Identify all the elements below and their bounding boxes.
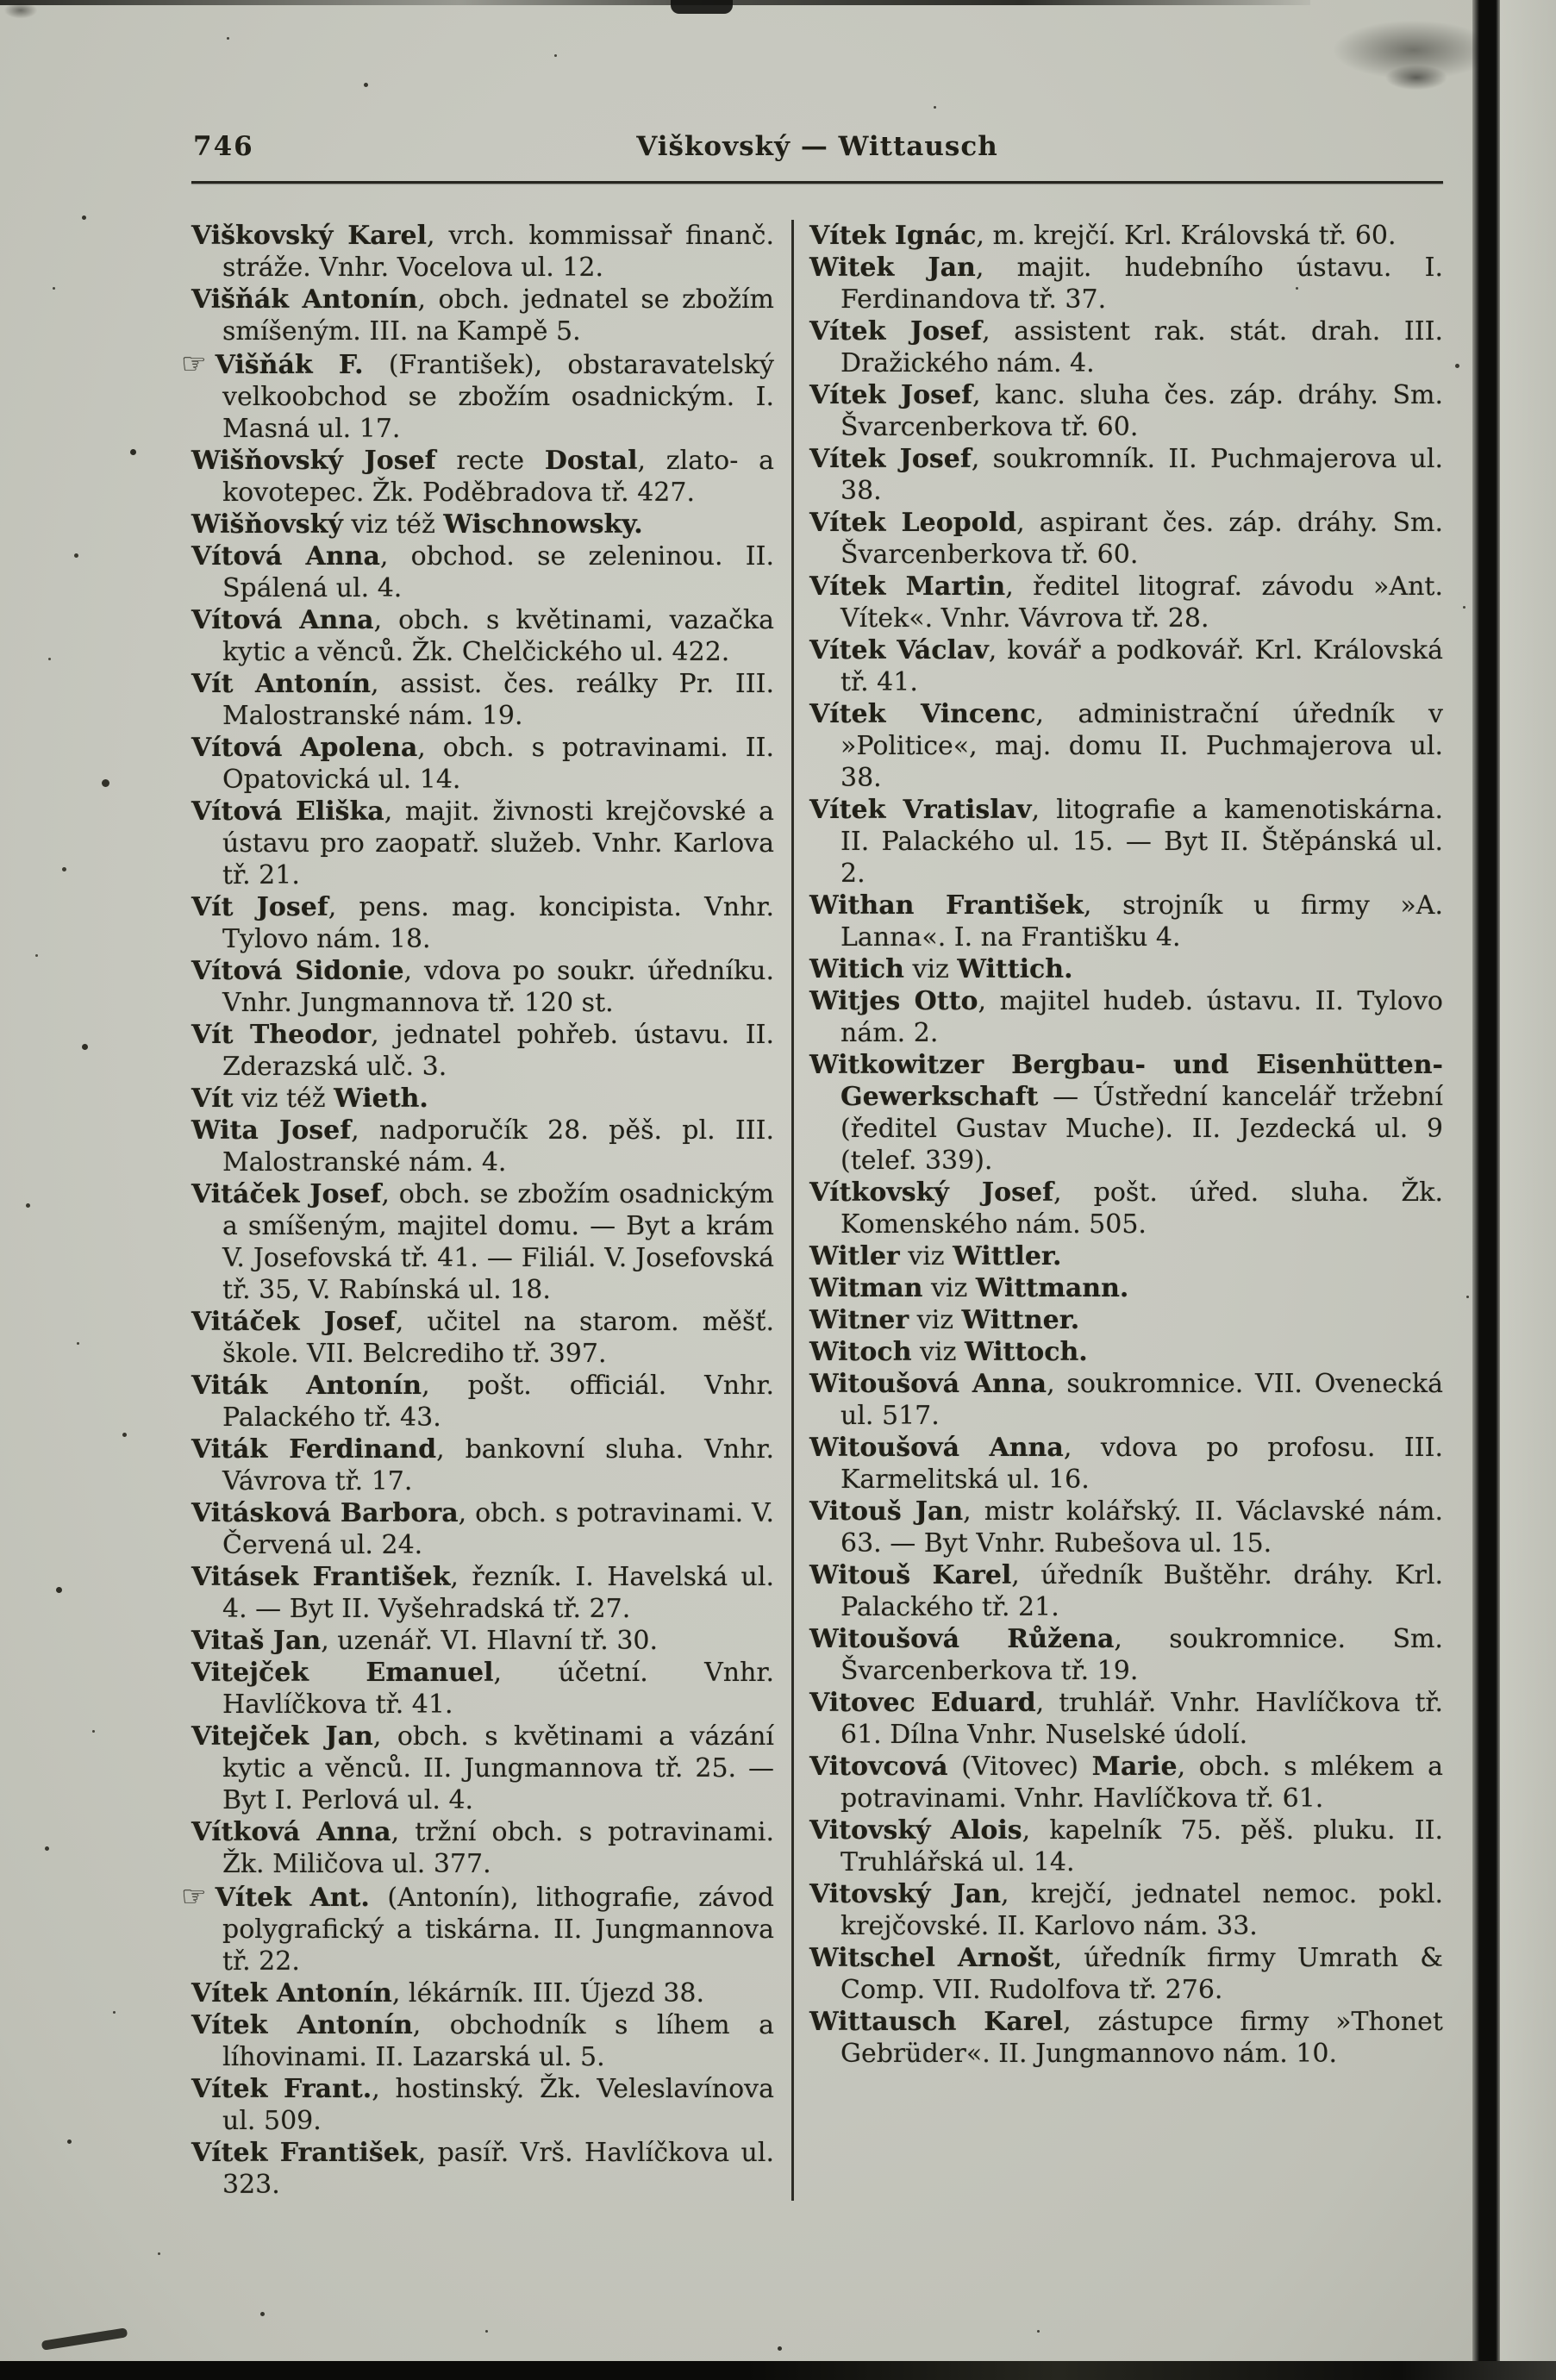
entry-text: viz — [899, 1241, 953, 1271]
entry-name: Witouš Karel — [809, 1560, 1012, 1590]
entry-name: Vít Josef — [191, 892, 328, 922]
entry-text: , tržní obch. s potravinami. Žk. Miličova ul. 377. — [222, 1817, 775, 1879]
entry-text: , obch. jednatel se zbožím smíšeným. III. na Kampě 5. — [222, 284, 774, 347]
directory-entry — [191, 1816, 774, 1880]
entry-text: , obch. s potravinami. V. Červená ul. 24. — [222, 1498, 774, 1560]
directory-entry — [809, 890, 1443, 953]
directory-entry — [809, 794, 1443, 890]
directory-entry — [191, 540, 774, 604]
directory-entry — [809, 1496, 1443, 1559]
directory-entry — [191, 1625, 774, 1657]
entry-name: Wittoch. — [964, 1337, 1088, 1367]
scan-edge-bottom — [0, 2361, 1556, 2380]
directory-entry — [809, 1272, 1443, 1304]
entry-text: , administrační úředník v »Politice«, maj. domu II. Puchmajerova ul. 38. — [840, 699, 1443, 793]
directory-entry — [191, 1977, 774, 2009]
entry-text: , pošt. officiál. Vnhr. Palackého tř. 43. — [222, 1371, 775, 1433]
entry-name: Vítová Anna — [191, 541, 380, 572]
directory-entry — [191, 1083, 774, 1115]
entry-text: , assist. čes. reálky Pr. III. Malostranské nám. 19. — [222, 669, 774, 731]
header-rule — [191, 181, 1443, 184]
entry-text: , krejčí, jednatel nemoc. pokl. krejčovské. II. Karlovo nám. 33. — [840, 1879, 1443, 1941]
directory-entry — [809, 698, 1443, 794]
entry-text: (František), obstaravatelský velkoobchod se zbožím osadnickým. I. Masná ul. 17. — [222, 350, 774, 444]
directory-entry — [191, 284, 774, 347]
directory-entry — [809, 1432, 1443, 1496]
entry-text: , kapelník 75. pěš. pluku. II. Truhlářská ul. 14. — [840, 1815, 1444, 1877]
entry-text: , majit. živnosti krejčovské a ústavu pro zaopatř. služeb. Vnhr. Karlova tř. 21. — [222, 796, 774, 890]
manicule-icon: ☞ — [181, 1879, 207, 1913]
directory-entry — [809, 1559, 1443, 1623]
entry-text: , assistent rak. stát. drah. III. Dražického nám. 4. — [840, 316, 1443, 378]
entry-name: Vitaš Jan — [191, 1626, 322, 1656]
entry-name: Witler — [809, 1241, 900, 1271]
directory-entry — [809, 985, 1443, 1049]
directory-entry — [191, 1434, 774, 1497]
entry-name: Vitovcová — [809, 1752, 948, 1782]
directory-columns — [181, 220, 1444, 2201]
directory-entry — [809, 1751, 1443, 1815]
entry-name: Wišňovský — [191, 509, 343, 540]
scan-smudge-top-left — [0, 0, 103, 52]
entry-name: Witich — [809, 954, 904, 984]
entry-name: Wittausch Karel — [809, 2007, 1064, 2037]
entry-name: Vitejček Jan — [191, 1721, 373, 1752]
entry-name: Witoušová Anna — [809, 1369, 1047, 1399]
entry-name: Višňák Antonín — [191, 284, 418, 315]
entry-name: Vitáček Josef — [191, 1307, 396, 1337]
directory-entry — [809, 1304, 1443, 1336]
entry-name: Witner — [809, 1305, 909, 1335]
entry-text: , litografie a kamenotiskárna. II. Palackého ul. 15. — Byt II. Štěpánská ul. 2. — [840, 795, 1444, 889]
entry-name: Wittich. — [957, 954, 1073, 984]
entry-name: Vítek Martin — [809, 572, 1006, 602]
entry-text: , hostinský. Žk. Veleslavínova ul. 509. — [222, 2074, 774, 2136]
entry-name: Wieth. — [334, 1084, 428, 1114]
entry-text: viz — [922, 1273, 976, 1303]
directory-entry — [809, 2006, 1443, 2070]
directory-entry — [191, 445, 774, 509]
entry-text: , majitel hudeb. ústavu. II. Tylovo nám. 2. — [840, 986, 1443, 1048]
entry-name: Witoušová Růžena — [809, 1624, 1115, 1654]
directory-entry — [191, 2073, 774, 2137]
entry-name: Vítek František — [191, 2138, 418, 2168]
entry-name: Vítek Josef — [809, 380, 972, 410]
directory-entry — [191, 220, 774, 284]
directory-entry — [809, 1623, 1443, 1687]
entry-text: , majit. hudebního ústavu. I. Ferdinandova tř. 37. — [840, 253, 1443, 315]
manicule-icon: ☞ — [181, 347, 207, 380]
page-body — [181, 129, 1444, 2201]
entry-text: , řezník. I. Havelská ul. 4. — Byt II. Vyšehradská tř. 27. — [222, 1562, 774, 1624]
entry-name: Vitovec Eduard — [809, 1688, 1036, 1718]
column-divider — [791, 220, 794, 2201]
directory-entry — [191, 1115, 774, 1178]
entry-name: Wišňovský Josef — [191, 446, 436, 476]
directory-entry — [191, 2137, 774, 2201]
entry-name: Wittmann. — [975, 1273, 1129, 1303]
entry-text: , zlato- a kovotepec. Žk. Poděbradova tř. 427. — [222, 446, 775, 508]
entry-name: Vítek Leopold — [809, 508, 1017, 538]
entry-name: Vítová Anna — [191, 605, 374, 635]
entry-name: Witschel Arnošt — [809, 1943, 1054, 1973]
entry-text: viz též — [342, 509, 444, 540]
directory-entry — [191, 891, 774, 955]
directory-entry — [809, 220, 1443, 252]
entry-text: , ředitel litograf. závodu »Ant. Vítek«. Vnhr. Vávrova tř. 28. — [840, 572, 1443, 634]
entry-text: , vdova po soukr. úředníku. Vnhr. Jungmannova tř. 120 st. — [222, 956, 775, 1018]
directory-entry — [809, 1878, 1443, 1942]
entry-text: (Antonín), lithografie, závod polygrafický a tiskárna. II. Jungmannova tř. 22. — [222, 1883, 774, 1977]
entry-name: Withan František — [809, 890, 1084, 921]
entry-name: Vítek Antonín — [191, 1978, 392, 2008]
directory-entry — [809, 1687, 1443, 1751]
directory-entry — [191, 796, 774, 891]
scan-smudge-top — [671, 0, 733, 14]
entry-text: , soukromník. II. Puchmajerova ul. 38. — [840, 444, 1443, 506]
directory-entry — [191, 1497, 774, 1561]
entry-text: , zástupce firmy »Thonet Gebrüder«. II. Jungmannovo nám. 10. — [840, 2007, 1443, 2069]
entry-name: Vítová Apolena — [191, 733, 418, 763]
entry-text: , kanc. sluha čes. záp. dráhy. Sm. Švarcenberkova tř. 60. — [840, 380, 1444, 442]
entry-name: Dostal — [544, 446, 638, 476]
entry-text: , pasíř. Vrš. Havlíčkova ul. 323. — [222, 2138, 774, 2200]
entry-name: Vítek Vincenc — [809, 699, 1036, 729]
entry-name: Vít — [191, 1084, 234, 1114]
column-right — [809, 220, 1443, 2201]
entry-name: Vítkovský Josef — [809, 1178, 1053, 1208]
directory-entry — [191, 2009, 774, 2073]
entry-text: , truhlář. Vnhr. Havlíčkova tř. 61. Dílna Vnhr. Nuselské údolí. — [840, 1688, 1443, 1750]
directory-entry — [181, 1879, 774, 1977]
entry-name: Vít Theodor — [191, 1020, 372, 1050]
entry-text: , obch. s mlékem a potravinami. Vnhr. Havlíčkova tř. 61. — [840, 1752, 1443, 1814]
directory-entry — [809, 252, 1443, 315]
directory-entry — [191, 1561, 774, 1625]
entry-name: Viták Ferdinand — [191, 1434, 437, 1465]
entry-name: Witoušová Anna — [809, 1433, 1064, 1463]
entry-text: viz — [909, 1305, 962, 1335]
entry-text: , obchod. se zeleninou. II. Spálená ul. 4. — [222, 541, 774, 603]
directory-entry — [181, 347, 774, 445]
entry-name: Wita Josef — [191, 1115, 352, 1146]
directory-entry — [809, 379, 1443, 443]
entry-text: , obch. se zbožím osadnickým a smíšeným, majitel domu. — Byt a krám V. Josefovská tř. 41. — Filiál. V. Josefovská tř. 35, V. Rabínská ul. 18. — [222, 1179, 774, 1305]
entry-name: Vít Antonín — [191, 669, 372, 699]
scan-smudge-top-right-2 — [1378, 62, 1455, 93]
entry-text: , aspirant čes. záp. dráhy. Sm. Švarcenberkova tř. 60. — [840, 508, 1443, 570]
directory-entry — [191, 509, 774, 540]
directory-entry — [809, 953, 1443, 985]
entry-name: Vitáček Josef — [191, 1179, 382, 1209]
directory-entry — [809, 1368, 1443, 1432]
entry-text: viz — [903, 954, 958, 984]
entry-name: Vítek Václav — [809, 635, 989, 665]
entry-name: Viták Antonín — [191, 1371, 422, 1401]
ink-specks — [0, 0, 4, 4]
entry-name: Witkowitzer Bergbau- und Eisenhütten-Gewerkschaft — [809, 1050, 1443, 1112]
entry-text: , úředník Buštěhr. dráhy. Krl. Palackého tř. 21. — [840, 1560, 1443, 1622]
scan-smudge-top-right — [1310, 12, 1517, 88]
entry-text: (Vitovec) — [947, 1752, 1092, 1782]
entry-name: Witoch — [809, 1337, 912, 1367]
page-header — [191, 129, 1443, 172]
directory-entry — [191, 604, 774, 668]
page-header-title: Viškovský — Wittausch — [636, 131, 998, 162]
entry-text: , obchodník s líhem a líhovinami. II. Lazarská ul. 5. — [222, 2010, 774, 2072]
directory-entry — [191, 668, 774, 732]
scan-edge-top — [0, 0, 1310, 5]
scan-smudge-bottom-left — [0, 2224, 52, 2371]
entry-text: , nadporučík 28. pěš. pl. III. Malostranské nám. 4. — [222, 1115, 775, 1178]
entry-text: , obch. s potravinami. II. Opatovická ul. 14. — [222, 733, 774, 795]
entry-name: Wittner. — [961, 1305, 1080, 1335]
directory-entry — [191, 1178, 774, 1306]
directory-entry — [191, 1370, 774, 1434]
entry-name: Vítek Ant. — [215, 1883, 370, 1913]
directory-entry — [809, 1942, 1443, 2006]
directory-entry — [809, 315, 1443, 379]
scan-edge-right-bar — [1472, 0, 1500, 2380]
entry-name: Vitejček Emanuel — [191, 1658, 494, 1688]
entry-text: — Ústřední kancelář tržební (ředitel Gustav Muche). II. Jezdecká ul. 9 (telef. 339). — [840, 1082, 1443, 1176]
entry-text: , obch. s květinami, vazačka kytic a věnců. Žk. Chelčického ul. 422. — [222, 605, 774, 667]
directory-entry — [809, 1815, 1443, 1878]
entry-name: Višňák F. — [215, 350, 364, 380]
directory-entry — [809, 571, 1443, 634]
entry-name: Vítek Antonín — [191, 2010, 413, 2040]
directory-entry — [191, 1019, 774, 1083]
entry-name: Witjes Otto — [809, 986, 978, 1016]
entry-name: Vítek Frant. — [191, 2074, 372, 2104]
entry-name: Vítek Josef — [809, 316, 983, 347]
directory-entry — [191, 955, 774, 1019]
entry-name: Wittler. — [953, 1241, 1062, 1271]
directory-entry — [809, 1177, 1443, 1240]
entry-text: , strojník u firmy »A. Lanna«. I. na Františku 4. — [840, 890, 1443, 953]
entry-text: , bankovní sluha. Vnhr. Vávrova tř. 17. — [222, 1434, 774, 1496]
entry-name: Vitásková Barbora — [191, 1498, 459, 1528]
entry-text: , uzenář. VI. Hlavní tř. 30. — [321, 1626, 659, 1656]
entry-text: , úředník firmy Umrath & Comp. VII. Rudolfova tř. 276. — [840, 1943, 1444, 2005]
entry-text: , obch. s květinami a vázání kytic a věnců. II. Jungmannova tř. 25. — Byt I. Perlová ul. 4. — [222, 1721, 774, 1815]
entry-text: , vrch. kommissař finanč. stráže. Vnhr. Vocelova ul. 12. — [222, 221, 774, 283]
entry-name: Viškovský Karel — [191, 221, 428, 251]
entry-text: , účetní. Vnhr. Havlíčkova tř. 41. — [222, 1658, 774, 1720]
entry-name: Vítek Josef — [809, 444, 972, 474]
entry-name: Witek Jan — [809, 253, 976, 283]
directory-entry — [809, 443, 1443, 507]
directory-entry — [191, 1306, 774, 1370]
entry-text: , lékárník. III. Újezd 38. — [391, 1978, 705, 2008]
entry-name: Wischnowsky. — [443, 509, 643, 540]
directory-entry — [809, 507, 1443, 571]
directory-entry — [191, 1721, 774, 1816]
entry-text: , m. krejčí. Krl. Královská tř. 60. — [976, 221, 1397, 251]
entry-text: recte — [435, 446, 545, 476]
entry-text: , pens. mag. koncipista. Vnhr. Tylovo nám. 18. — [222, 892, 775, 954]
entry-name: Vitovský Jan — [809, 1879, 1002, 1909]
entry-name: Vitásek František — [191, 1562, 451, 1592]
entry-name: Witman — [809, 1273, 923, 1303]
entry-text: , učitel na starom. měšť. škole. VII. Belcrediho tř. 397. — [222, 1307, 774, 1369]
directory-entry — [191, 1657, 774, 1721]
entry-text: , kovář a podkovář. Krl. Královská tř. 41. — [840, 635, 1443, 697]
directory-entry — [809, 1240, 1443, 1272]
directory-entry — [809, 1049, 1443, 1177]
entry-name: Vítková Anna — [191, 1817, 391, 1847]
entry-text: , soukromnice. VII. Ovenecká ul. 517. — [840, 1369, 1443, 1431]
entry-text: , vdova po profosu. III. Karmelitská ul. 16. — [840, 1433, 1443, 1495]
entry-text: , soukromnice. Sm. Švarcenberkova tř. 19. — [840, 1624, 1443, 1686]
entry-text: viz též — [233, 1084, 334, 1114]
directory-entry — [191, 732, 774, 796]
directory-entry — [809, 1336, 1443, 1368]
entry-text: , pošt. úřed. sluha. Žk. Komenského nám. 505. — [840, 1178, 1443, 1240]
entry-name: Vítová Sidonie — [191, 956, 404, 986]
scan-edge-right-strip — [1500, 0, 1556, 2380]
entry-text: viz — [911, 1337, 965, 1367]
directory-entry — [809, 634, 1443, 698]
column-left — [181, 220, 775, 2201]
entry-name: Vítek Ignác — [809, 221, 977, 251]
entry-name: Vitouš Jan — [809, 1496, 964, 1527]
entry-text: , mistr kolářský. II. Václavské nám. 63. — Byt Vnhr. Rubešova ul. 15. — [840, 1496, 1443, 1559]
page-number: 746 — [193, 131, 254, 162]
entry-text: , jednatel pohřeb. ústavu. II. Zderazská ulč. 3. — [222, 1020, 774, 1082]
entry-name: Vitovský Alois — [809, 1815, 1022, 1846]
entry-name: Vítek Vratislav — [809, 795, 1032, 825]
entry-name: Marie — [1091, 1752, 1178, 1782]
scan-smudge-bottom-left-dash — [41, 2327, 128, 2351]
entry-name: Vítová Eliška — [191, 796, 384, 827]
